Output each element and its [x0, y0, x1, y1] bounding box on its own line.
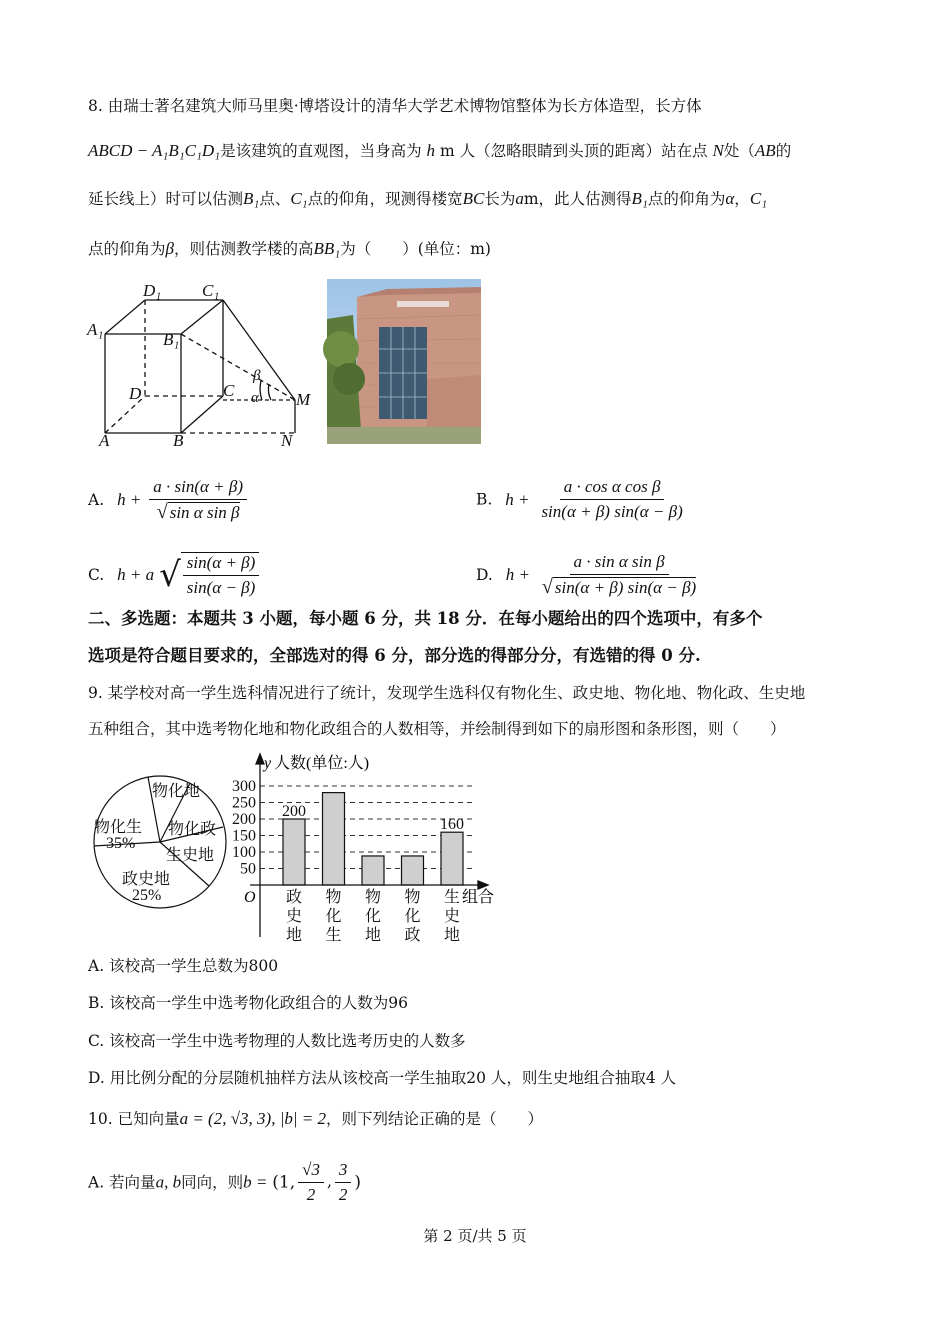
- q9-option-d[interactable]: D. 用比例分配的分层随机抽样方法从该校高一学生抽取20 人，则生史地组合抽取4 人: [88, 1069, 677, 1087]
- label-D1: D₁: [143, 281, 162, 300]
- label-N: N: [281, 431, 293, 450]
- bar-data-label: 200: [282, 803, 306, 820]
- section2-heading-line2: 选项是符合题目要求的，全部选对的得 6 分，部分选的得部分分，有选错的得 0 分.: [88, 646, 701, 665]
- label-B: B: [173, 431, 184, 450]
- section2-heading-line1: 二、多选题：本题共 3 小题，每小题 6 分，共 18 分．在每小题给出的四个选项中，有多个: [88, 609, 763, 628]
- q9-text-line2: 五种组合，其中选考物化地和物化政组合的人数相等，并绘制得到如下的扇形图和条形图，则（ ）: [88, 720, 786, 738]
- x-axis-arrow: [478, 881, 488, 889]
- x-category-char: 化: [364, 908, 382, 925]
- pie-label-wuhuasheng-pct: 35%: [106, 835, 136, 852]
- label-alpha: α: [251, 390, 259, 406]
- q8-option-c[interactable]: C. h + a √ $\frac{\sin(\alpha + \beta)}{\sin(\alpha - \beta)}$: [88, 552, 262, 598]
- edge-B1C1: [181, 300, 223, 334]
- pie-label-zhengshidi-pct: 25%: [132, 887, 162, 904]
- x-category-char: 政: [404, 927, 421, 944]
- bar-1: [323, 793, 345, 885]
- y-axis-title: 人数(单位:人): [274, 755, 370, 772]
- x-category-char: 物: [404, 889, 421, 906]
- q9-option-c[interactable]: C. 该校高一学生中选考物理的人数比选考历史的人数多: [88, 1032, 466, 1050]
- y-tick-label: 300: [232, 778, 256, 795]
- x-category-char: 史: [285, 908, 303, 925]
- bar-0: [283, 819, 305, 885]
- label-B1: B₁: [163, 330, 180, 349]
- q8-text-line2: ABCD − A₁B₁C₁D₁是该建筑的直观图，当身高为 h m 人（忽略眼睛到头顶的距离）站在点 N处（AB的: [88, 141, 792, 160]
- bar-data-label: 160: [440, 816, 464, 834]
- pie-label-zhengshidi: 政史地: [122, 871, 171, 888]
- museum-photo: [327, 279, 481, 444]
- edge-BC: [181, 396, 223, 433]
- bar-2: [362, 856, 384, 885]
- q8-text-line3: 延长线上）时可以估测B₁点、C₁点的仰角，现测得楼宽BC长为am，此人估测得B₁点的仰角为α，C₁: [88, 189, 768, 208]
- x-category-char: 生: [325, 927, 342, 944]
- pie-label-shengshidi: 生史地: [166, 847, 215, 864]
- label-A: A: [99, 431, 110, 450]
- y-tick-label: 50: [240, 860, 256, 878]
- x-axis-title: 组合: [462, 889, 495, 906]
- q8-option-d[interactable]: D. h + $\frac{\text{a · sin α sin β}}{√ \sin(\alpha + \beta) \sin(\alpha - \beta)}$: [476, 552, 697, 598]
- label-D: D: [129, 384, 142, 403]
- label-beta: β: [253, 368, 261, 384]
- x-category-char: 史: [443, 908, 461, 925]
- x-category-char: 政: [285, 889, 303, 906]
- q8-text-line1: 8. 由瑞士著名建筑大师马里奥·博塔设计的清华大学艺术博物馆整体为长方体造型，长方体: [88, 97, 702, 115]
- label-M: M: [296, 390, 311, 409]
- q9-option-a[interactable]: A. 该校高一学生总数为800: [88, 957, 279, 975]
- q9-pie-chart: [90, 772, 230, 912]
- edge-A1D1: [105, 300, 145, 334]
- label-C: C: [223, 381, 235, 400]
- bar-4: [441, 832, 463, 885]
- label-A1: A₁: [87, 320, 104, 339]
- y-axis-symbol: y: [264, 755, 272, 772]
- q8-text-line4: 点的仰角为β，则估测教学楼的高BB₁为（ ）(单位：m): [88, 239, 491, 258]
- y-tick-label: 250: [232, 794, 256, 812]
- sight-line-B1: [181, 334, 295, 400]
- q9-option-b[interactable]: B. 该校高一学生中选考物化政组合的人数为96: [88, 994, 408, 1012]
- bar-3: [402, 856, 424, 885]
- x-category-char: 生: [443, 889, 461, 906]
- page-footer: 第 2 页/共 5 页: [423, 1227, 527, 1245]
- q9-bar-chart: [232, 750, 506, 945]
- q8-geometry-figure: [85, 278, 325, 450]
- x-category-char: 化: [325, 908, 342, 925]
- pie-label-wuhuadi-1: 物化地: [152, 783, 201, 800]
- x-category-char: 物: [325, 889, 342, 906]
- pie-label-wuhuazheng: 物化政: [168, 821, 217, 838]
- y-tick-label: 100: [232, 844, 256, 861]
- q10-option-a[interactable]: A. 若向量a, b同向，则b = (1, $\frac{√3}{2}$ , $\frac{3}{2}$ ): [88, 1160, 362, 1204]
- x-category-char: 地: [443, 927, 461, 944]
- x-category-char: 地: [285, 927, 303, 944]
- y-axis-arrow: [256, 754, 264, 764]
- q8-option-b[interactable]: B. h + $\frac{\text{a · cos α cos β}}{\sin(\alpha + \beta) \sin(\alpha - \beta)}$: [476, 477, 683, 521]
- y-tick-label: 200: [232, 811, 256, 828]
- origin-label: O: [244, 889, 256, 906]
- label-C1: C₁: [202, 281, 220, 300]
- x-category-char: 化: [404, 908, 421, 925]
- q10-text-line1: 10. 已知向量a = (2, √3, 3), |b| = 2，则下列结论正确的是（ ）: [88, 1109, 544, 1128]
- x-category-char: 物: [364, 889, 382, 906]
- pie-label-wuhuasheng: 物化生: [94, 819, 143, 836]
- q9-text-line1: 9. 某学校对高一学生选科情况进行了统计，发现学生选科仅有物化生、政史地、物化地、物化政、生史地: [88, 684, 806, 702]
- y-tick-label: 150: [232, 827, 256, 845]
- x-category-char: 地: [364, 927, 382, 944]
- q8-option-a[interactable]: A. h + $\frac{a \cdot \sin(\alpha + \beta)}{\text{√ sin α sin β}}$: [88, 477, 250, 523]
